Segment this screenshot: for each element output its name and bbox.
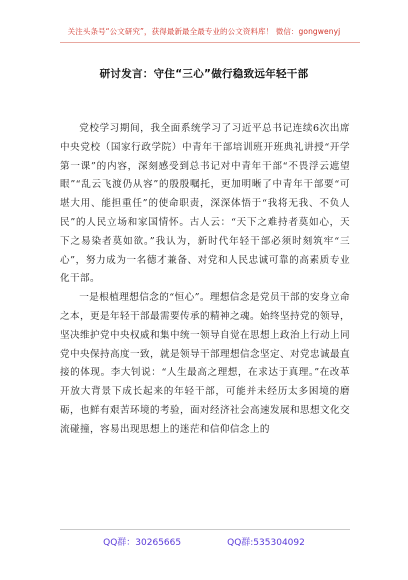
promo-header: 关注头条号“公文研究”，获得最新最全最专业的公文资料库！ 微信：gongwenyj — [67, 27, 341, 36]
document-body — [60, 120, 350, 440]
qq-group-2: QQ群:535304092 — [227, 538, 305, 548]
qq-footer — [0, 535, 408, 548]
footer-divider — [60, 529, 350, 530]
paragraph-section-one: 一是根植理想信念的“恒心”。理想信念是党员干部的安身立命之本，更是年轻干部最需要传承的精神之魂。始终坚持党的领导，坚决维护党中央权威和集中统一领导自觉在思想上政治上行动上同党中央保持高度一致，就是领导干部理想信念坚定、对党忠诚最直接的体现。李大钊说：“人生最高之理想，在求达于真理。”在改革开放大背景下成长起来的年轻干部，可能并未经历太多困境的磨砺，也鲜有艰苦环境的考验，面对经济社会高速发展和思想文化交流碰撞，容易出现思想上的迷茫和信仰信念上的 — [60, 292, 350, 435]
document-title: 研讨发言：守住“三心”做行稳致远年轻干部 — [99, 68, 309, 80]
header-divider — [60, 42, 360, 43]
qq-group-1: QQ群：30265665 — [103, 538, 182, 548]
paragraph-intro: 党校学习期间，我全面系统学习了习近平总书记连续6次出席中央党校（国家行政学院）中青年干部培训班开班典礼讲授“开学第一课”的内容，深刻感受到总书记对中青年干部“不畏浮云遮望眼”“乱云飞渡仍从容”的殷殷嘱托，更加明晰了中青年干部要“可堪大用、能担重任”的使命职责，深深体悟于“我将无我、不负人民”的人民立场和家国情怀。古人云：“天下之难持者莫如心，天下之易染者莫如欲。”我认为，新时代年轻干部必须时刻筑牢“三心”，努力成为一名德才兼备、对党和人民忠诚可靠的高素质专业化干部。 — [60, 123, 350, 285]
